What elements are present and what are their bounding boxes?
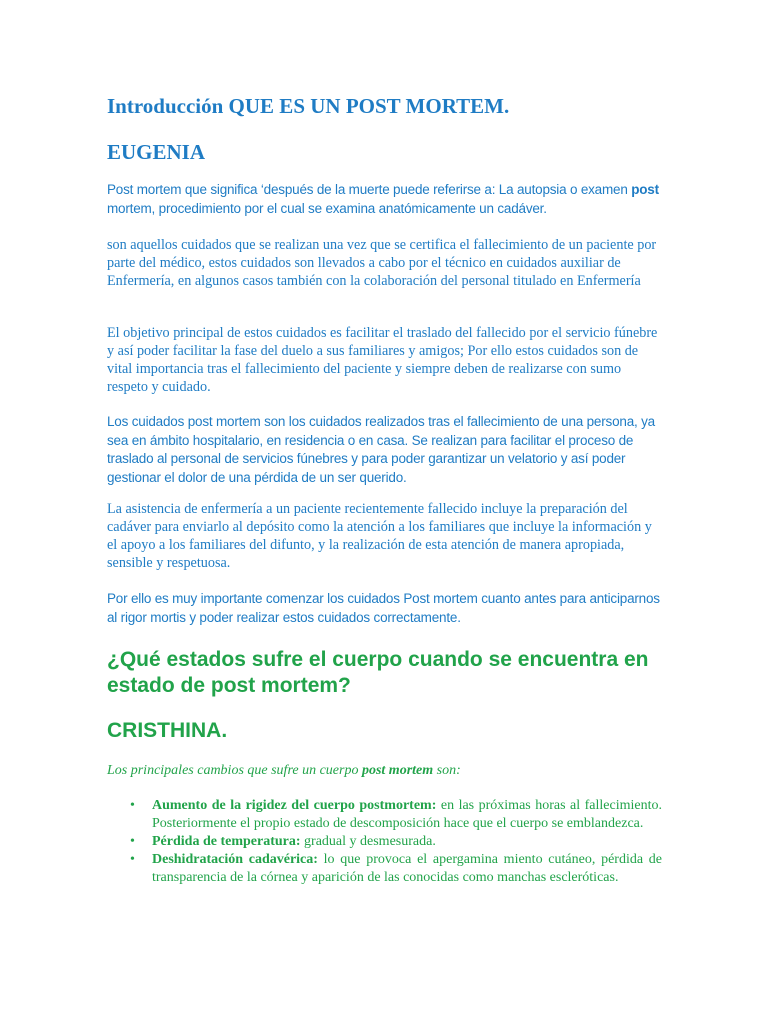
list-item-term: Deshidratación cadavérica: — [152, 852, 318, 867]
paragraph-care-description: son aquellos cuidados que se realizan una vez que se certifica el fallecimiento de un paciente por parte del médico, estos cuidados son llevados a cabo por el técnico en cuidados auxiliar de Enfermería, en algunos casos también con la colaboración del personal titulado en Enfermería — [107, 237, 657, 289]
paragraph-care-context: Los cuidados post mortem son los cuidados realizados tras el fallecimiento de una persona, ya sea en ámbito hospitalario, en residencia o en casa. Se realizan para facilitar el proceso de traslado al personal de servicios fúnebres y para poder garantizar un velatorio y así poder gestionar el dolor de una pérdida de un ser querido. — [107, 414, 655, 485]
paragraph-definition-start: Post mortem que significa ‘después de la muerte puede referirse a: La autopsia o examen — [107, 182, 632, 197]
list-item — [130, 833, 662, 851]
states-title: ¿Qué estados sufre el cuerpo cuando se encuentra en estado de post mortem? — [107, 648, 649, 697]
intro-title: Introducción QUE ES UN POST MORTEM. — [107, 94, 510, 118]
states-intro-end: son: — [433, 763, 461, 778]
paragraph-definition-end: mortem, procedimiento por el cual se examina anatómicamente un cadáver. — [107, 200, 547, 216]
states-intro-bold: post mortem — [361, 763, 434, 778]
paragraph-objective: El objetivo principal de estos cuidados es facilitar el traslado del fallecido por el servicio fúnebre y así poder facilitar la fase del duelo a sus familiares y amigos; Por ello estos cuidados son de vital importancia tras el fallecimiento del paciente y siempre deben de realizarse con sumo respeto y cuidado. — [107, 325, 658, 395]
states-intro — [107, 762, 663, 780]
list-item-text: gradual y desmesurada. — [300, 834, 436, 849]
states-author: CRISTHINA. — [107, 719, 228, 742]
paragraph-importance: Por ello es muy importante comenzar los cuidados Post mortem cuanto antes para anticiparnos al rigor mortis y poder realizar estos cuidados correctamente. — [107, 591, 660, 625]
list-item-text: en las próximas horas al fallecimiento. Posteriormente el propio estado de descomposición hace que el cuerpo se emblandezca. — [152, 798, 662, 831]
states-intro-start: Los principales cambios que sufre un cuerpo — [107, 763, 362, 778]
intro-author: EUGENIA — [107, 140, 206, 164]
list-item-text: lo que provoca el apergamina miento cutáneo, pérdida de transparencia de la córnea y aparición de las conocidas como manchas escleróticas. — [152, 852, 662, 885]
list-item — [130, 797, 662, 833]
paragraph-nursing-assistance: La asistencia de enfermería a un paciente recientemente fallecido incluye la preparación del cadáver para enviarlo al depósito como la atención a los familiares que incluye la información y el apoyo a los familiares del difunto, y la realización de esta atención de manera apropiada, sensible y respetuosa. — [107, 501, 652, 571]
bullet-icon: • — [130, 798, 135, 813]
paragraph-definition-bold: post — [631, 182, 659, 197]
bullet-icon: • — [130, 834, 135, 849]
list-item — [130, 851, 662, 887]
bullet-icon: • — [130, 852, 135, 867]
paragraph-definition — [107, 181, 663, 218]
list-item-term: Pérdida de temperatura: — [152, 834, 301, 849]
changes-list — [130, 797, 662, 887]
list-item-term: Aumento de la rigidez del cuerpo postmortem: — [152, 798, 437, 813]
